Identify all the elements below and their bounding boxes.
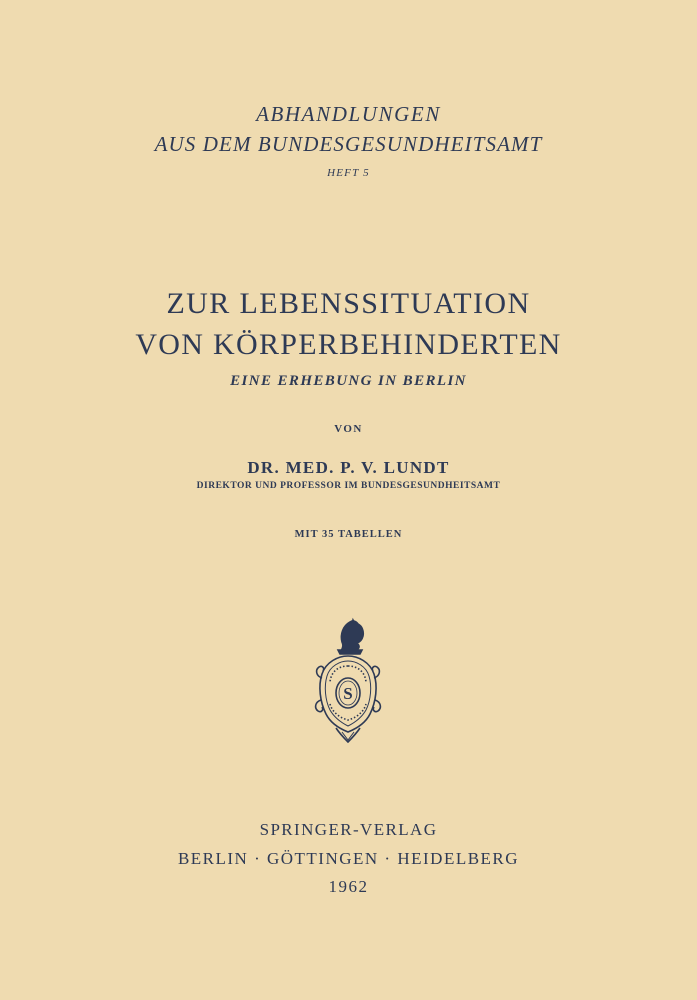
author-name: DR. MED. P. V. LUNDT xyxy=(247,458,450,477)
by-label: VON xyxy=(334,423,363,435)
series-issue: HEFT 5 xyxy=(327,167,370,179)
tables-note: MIT 35 TABELLEN xyxy=(294,529,403,540)
book-subtitle: EINE ERHEBUNG IN BERLIN xyxy=(230,373,467,389)
publisher-places: BERLIN · GÖTTINGEN · HEIDELBERG xyxy=(177,849,520,868)
logo-letter: S xyxy=(343,684,353,703)
springer-knight-emblem-icon xyxy=(312,616,384,744)
publisher-name: SPRINGER-VERLAG xyxy=(259,820,438,839)
publication-year: 1962 xyxy=(328,877,369,896)
series-title-line2: AUS DEM BUNDESGESUNDHEITSAMT xyxy=(154,132,543,156)
book-title-line2: VON KÖRPERBEHINDERTEN xyxy=(135,328,562,361)
book-title-line1: ZUR LEBENSSITUATION xyxy=(166,287,531,320)
author-affiliation: DIREKTOR UND PROFESSOR IM BUNDESGESUNDHEITSAMT xyxy=(196,481,501,491)
series-title-line1: ABHANDLUNGEN xyxy=(256,102,441,126)
